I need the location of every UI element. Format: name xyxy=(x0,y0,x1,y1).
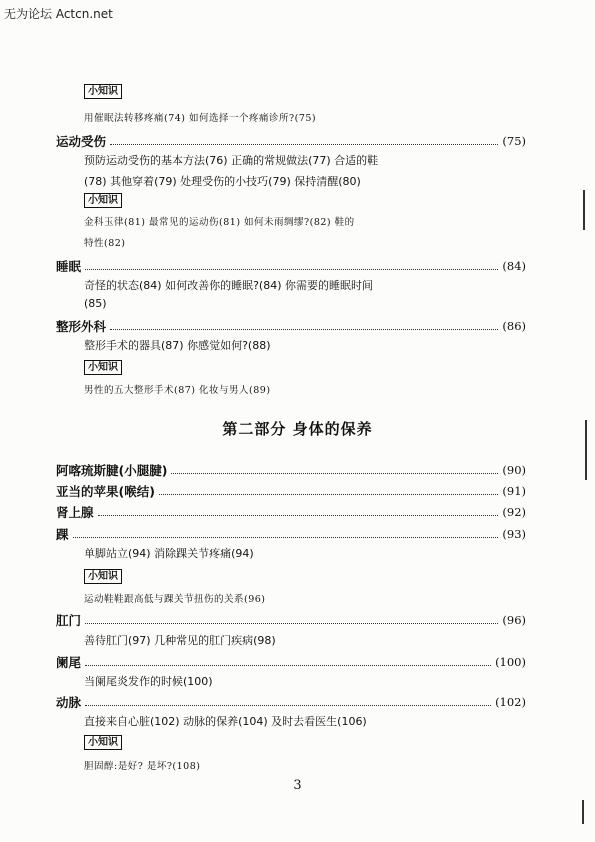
leader-dots xyxy=(110,137,498,145)
toc-entry-title: 动脉 xyxy=(56,695,82,710)
scan-edge-mark xyxy=(585,420,587,480)
toc-page-ref: (91) xyxy=(502,484,526,498)
leader-dots xyxy=(110,322,498,330)
scan-edge-mark xyxy=(583,190,585,230)
subtopic-line: 预防运动受伤的基本方法(76) 正确的常规做法(77) 合适的鞋 xyxy=(84,154,379,167)
toc-entry[interactable] xyxy=(56,525,526,543)
toc-page-ref: (96) xyxy=(502,613,526,627)
tip-box-label: 小知识 xyxy=(84,84,122,99)
toc-entry-title: 阑尾 xyxy=(56,655,82,670)
leader-dots xyxy=(85,616,498,624)
toc-entry-title: 亚当的苹果(喉结) xyxy=(56,484,155,499)
leader-dots xyxy=(85,262,498,270)
leader-dots xyxy=(98,508,499,516)
toc-page-ref: (86) xyxy=(502,319,526,333)
toc-page-ref: (75) xyxy=(502,134,526,148)
leader-dots xyxy=(159,487,498,495)
subtopic-line: 当阑尾炎发作的时候(100) xyxy=(84,675,213,688)
subtopic-line: 直接来自心脏(102) 动脉的保养(104) 及时去看医生(106) xyxy=(84,715,367,728)
toc-entry[interactable] xyxy=(56,132,526,150)
tip-box-label: 小知识 xyxy=(84,735,122,750)
tip-line: 男性的五大整形手术(87) 化妆与男人(89) xyxy=(84,385,271,396)
toc-page-ref: (93) xyxy=(502,527,526,541)
toc-entry[interactable] xyxy=(56,482,526,500)
scan-edge-mark xyxy=(582,800,584,824)
page-number: 3 xyxy=(293,778,302,793)
section-heading: 第二部分 身体的保养 xyxy=(222,420,373,438)
tip-line: 特性(82) xyxy=(84,238,126,249)
tip-line: 运动鞋鞋跟高低与踝关节扭伤的关系(96) xyxy=(84,594,266,605)
toc-entry-title: 阿喀琉斯腱(小腿腱) xyxy=(56,463,168,478)
leader-dots xyxy=(73,530,499,538)
subtopic-line: 整形手术的器具(87) 你感觉如何?(88) xyxy=(84,339,271,352)
tip-box-label: 小知识 xyxy=(84,360,122,375)
toc-entry[interactable] xyxy=(56,461,526,479)
tip-box-label: 小知识 xyxy=(84,569,122,584)
toc-entry[interactable] xyxy=(56,257,526,275)
tip-line: 金科玉律(81) 最常见的运动伤(81) 如何未雨绸缪?(82) 鞋的 xyxy=(84,217,355,228)
toc-page-ref: (102) xyxy=(495,695,526,709)
toc-entry[interactable] xyxy=(56,693,526,711)
toc-entry-title: 运动受伤 xyxy=(56,134,107,149)
toc-entry[interactable] xyxy=(56,503,526,521)
toc-entry-title: 整形外科 xyxy=(56,319,107,334)
subtopic-line: (85) xyxy=(84,297,107,310)
tip-line: 胆固醇:是好? 是坏?(108) xyxy=(84,761,201,772)
leader-dots xyxy=(171,466,498,474)
toc-entry[interactable] xyxy=(56,653,526,671)
toc-entry-title: 踝 xyxy=(56,527,69,542)
toc-entry-title: 睡眠 xyxy=(56,259,82,274)
toc-entry-title: 肾上腺 xyxy=(56,505,94,520)
subtopic-line: 单脚站立(94) 消除踝关节疼痛(94) xyxy=(84,547,254,560)
toc-page-ref: (90) xyxy=(502,463,526,477)
tip-line: 用催眠法转移疼痛(74) 如何选择一个疼痛诊所?(75) xyxy=(84,113,317,124)
toc-page-ref: (100) xyxy=(495,655,526,669)
toc-page-ref: (84) xyxy=(502,259,526,273)
toc-entry[interactable] xyxy=(56,317,526,335)
subtopic-line: (78) 其他穿着(79) 处理受伤的小技巧(79) 保持清醒(80) xyxy=(84,175,361,188)
toc-page-ref: (92) xyxy=(502,505,526,519)
toc-entry-title: 肛门 xyxy=(56,613,82,628)
subtopic-line: 奇怪的状态(84) 如何改善你的睡眠?(84) 你需要的睡眠时间 xyxy=(84,279,373,292)
leader-dots xyxy=(85,658,491,666)
watermark-text: 无为论坛 Actcn.net xyxy=(4,7,113,21)
toc-entry[interactable] xyxy=(56,611,526,629)
tip-box-label: 小知识 xyxy=(84,193,122,208)
subtopic-line: 善待肛门(97) 几种常见的肛门疾病(98) xyxy=(84,634,276,647)
leader-dots xyxy=(85,698,491,706)
